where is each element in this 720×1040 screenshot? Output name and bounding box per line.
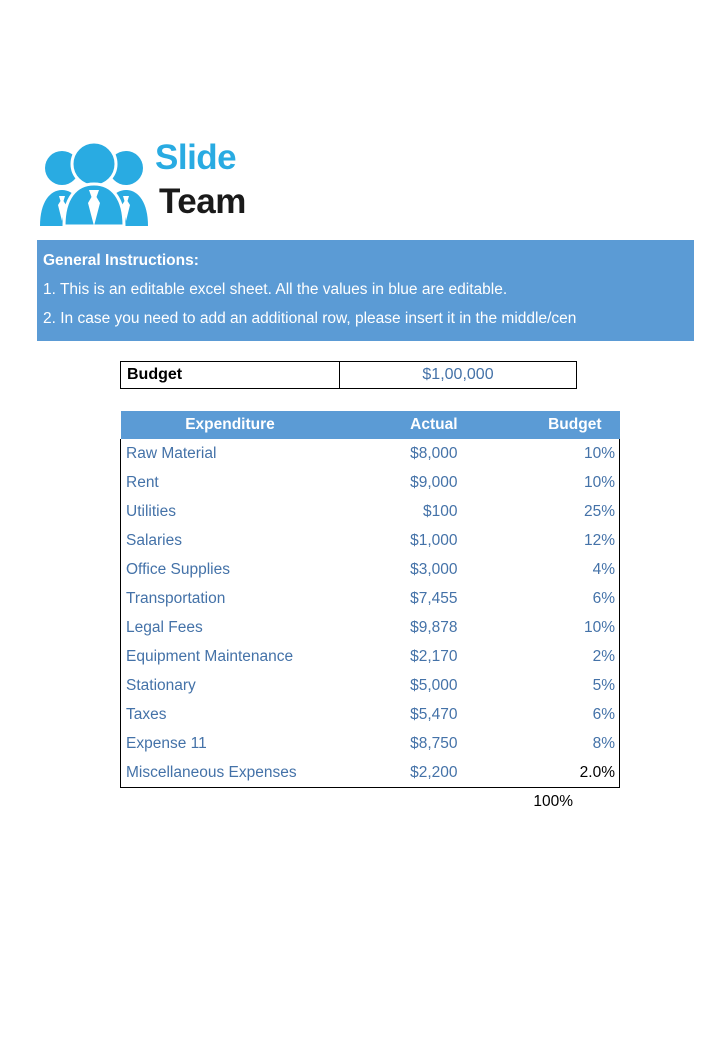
expenditure-table <box>120 411 620 788</box>
cell-actual[interactable]: $2,200 <box>340 758 482 788</box>
budget-summary-value: $1,00,000 <box>422 366 494 383</box>
table-row <box>121 468 620 497</box>
instructions-line-2: 2. In case you need to add an additional row, please insert it in the middle/cen <box>43 310 577 327</box>
instructions-line-1: 1. This is an editable excel sheet. All the values in blue are editable. <box>43 281 508 298</box>
cell-actual[interactable]: $100 <box>423 502 458 520</box>
table-row <box>121 497 620 526</box>
column-header-budget: Budget <box>482 411 620 439</box>
budget-summary-value-cell[interactable] <box>340 362 576 388</box>
table-row <box>121 439 620 468</box>
cell-expenditure[interactable]: Taxes <box>121 700 340 729</box>
cell-budget[interactable]: 8% <box>482 729 620 758</box>
total-budget-value: 100% <box>533 793 573 810</box>
instructions-heading: General Instructions: <box>43 252 199 269</box>
cell-expenditure[interactable]: Legal Fees <box>121 613 340 642</box>
cell-expenditure[interactable]: Office Supplies <box>121 555 340 584</box>
cell-budget[interactable]: 6% <box>482 700 620 729</box>
cell-actual[interactable]: $5,000 <box>410 676 458 694</box>
cell-expenditure[interactable]: Raw Material <box>121 439 340 468</box>
table-row <box>121 700 620 729</box>
slideteam-logo <box>38 136 298 228</box>
cell-budget[interactable]: 4% <box>482 555 620 584</box>
cell-actual[interactable]: $8,750 <box>410 734 458 752</box>
table-row <box>121 526 620 555</box>
cell-actual[interactable]: $2,170 <box>410 647 458 665</box>
column-header-expenditure: Expenditure <box>121 411 340 439</box>
logo-text-slide: Slide <box>155 138 237 177</box>
total-row <box>120 789 577 815</box>
cell-expenditure[interactable]: Rent <box>121 468 340 497</box>
cell-expenditure[interactable]: Equipment Maintenance <box>121 642 340 671</box>
cell-actual[interactable]: $9,878 <box>410 618 458 636</box>
cell-expenditure[interactable]: Transportation <box>121 584 340 613</box>
cell-actual[interactable]: $5,470 <box>410 705 458 723</box>
cell-budget[interactable]: 5% <box>482 671 620 700</box>
table-body <box>121 439 620 788</box>
cell-actual[interactable]: $1,000 <box>410 531 458 549</box>
cell-budget[interactable]: 12% <box>482 526 620 555</box>
logo-wordmark <box>155 136 305 228</box>
cell-budget[interactable]: 6% <box>482 584 620 613</box>
cell-budget[interactable]: 2.0% <box>482 758 620 788</box>
cell-budget[interactable]: 10% <box>482 439 620 468</box>
table-header <box>121 411 620 439</box>
general-instructions-banner <box>37 240 694 341</box>
cell-budget[interactable]: 25% <box>482 497 620 526</box>
cell-expenditure[interactable]: Utilities <box>121 497 340 526</box>
cell-budget[interactable]: 10% <box>482 613 620 642</box>
budget-summary-label: Budget <box>127 366 183 383</box>
column-header-actual: Actual <box>340 411 482 439</box>
cell-expenditure[interactable]: Salaries <box>121 526 340 555</box>
table-header-row <box>121 411 620 439</box>
people-group-icon <box>38 140 150 226</box>
cell-budget[interactable]: 2% <box>482 642 620 671</box>
table-row <box>121 642 620 671</box>
table-row <box>121 729 620 758</box>
table-row <box>121 555 620 584</box>
budget-summary-label-cell <box>121 362 340 388</box>
cell-actual[interactable]: $8,000 <box>410 444 458 462</box>
cell-actual[interactable]: $7,455 <box>410 589 458 607</box>
cell-budget[interactable]: 10% <box>482 468 620 497</box>
cell-expenditure[interactable]: Expense 11 <box>121 729 340 758</box>
cell-expenditure[interactable]: Stationary <box>121 671 340 700</box>
table-row <box>121 671 620 700</box>
budget-summary-box <box>120 361 577 389</box>
cell-expenditure[interactable]: Miscellaneous Expenses <box>121 758 340 788</box>
logo-text-team: Team <box>159 182 246 221</box>
cell-actual[interactable]: $3,000 <box>410 560 458 578</box>
table-row <box>121 584 620 613</box>
table-row <box>121 613 620 642</box>
table-row <box>121 758 620 788</box>
cell-actual[interactable]: $9,000 <box>410 473 458 491</box>
